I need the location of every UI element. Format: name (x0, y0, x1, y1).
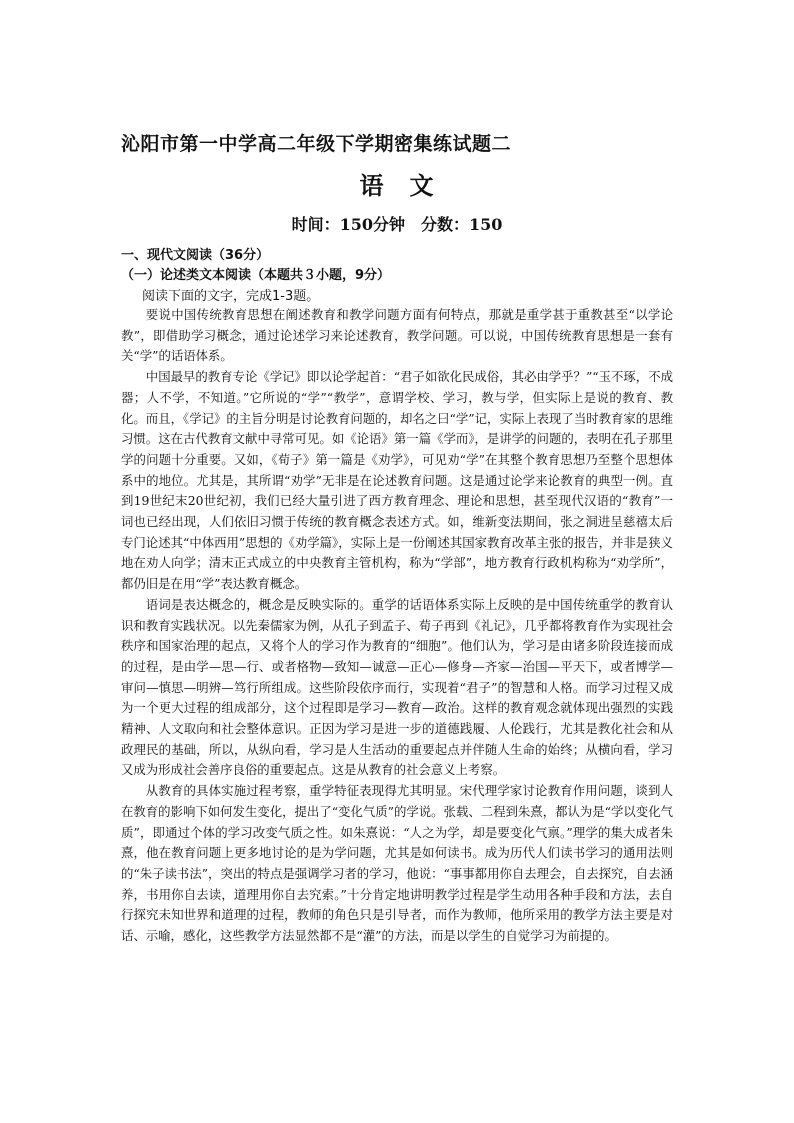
passage-paragraph: 从教育的具体实施过程考察，重学特征表现得尤其明显。宋代理学家讨论教育作用问题，谈到人在教育的影响下如何发生变化，提出了“变化气质”的学说。张载、二程到朱熹，都认为是“学以变化气质”，即通过个体的学习改变气质之性。如朱熹说：“人之为学，却是要变化气禀。”理学的集大成者朱熹，他在教育问题上更多地讨论的是为学问题，尤其是如何读书。成为历代人们读书学习的通用法则的“朱子读书法”，突出的特点是强调学习者的学习，他说：“事事都用你自去理会，自去探究，自去涵养，书用你自去读，道理用你自去究索。”十分肯定地讲明教学过程是学生动用各种手段和方法，去自行探究未知世界和道理的过程，教师的角色只是引导者，而作为教师，他所采用的教学方法主要是对话、示喻，感化，这些教学方法显然都不是“灌”的方法，而是以学生的自觉学习为前提的。 (121, 783, 673, 944)
reading-instruction: 阅读下面的文字，完成1-3题。 (142, 289, 320, 304)
exam-title: 沁阳市第一中学高二年级下学期密集练试题二 (121, 133, 512, 155)
passage-paragraph: 中国最早的教育专论《学记》即以论学起首：“君子如欲化民成俗，其必由学乎？”“玉不琢，不成器；人不学，不知道。”它所说的“学”“教学”，意谓学校、学习，教与学，但实际上是说的教育、教化。而且，《学记》的主旨分明是讨论教育问题的，却名之曰“学”记，实际上表现了当时教育家的思维习惯。这在古代教育文献中寻常可见。如《论语》第一篇《学而》，是讲学的问题的，表明在孔子那里学的问题十分重要。又如，《荀子》第一篇是《劝学》，可见劝“学”在其整个教育思想乃至整个思想体系中的地位。尤其是，其所谓“劝学”无非是在论述教育问题。这是通过论学来论教育的典型一例。直到19世纪末20世纪初，我们已经大量引进了西方教育理念、理论和思想，甚至现代汉语的“教育”一词也已经出现，人们依旧习惯于传统的教育概念表述方式。如，维新变法期间，张之洞进呈慈禧太后专门论述其“中体西用”思想的《劝学篇》，实际上是一份阐述其国家教育改革主张的报告，并非是狭义地在劝人向学；清末正式成立的中央教育主管机构，称为“学部”，地方教育行政机构称为“劝学所”，都仍旧是在用“学”表达教育概念。 (121, 369, 673, 592)
subject-title: 语 文 (359, 171, 435, 200)
reading-passage (121, 305, 673, 947)
passage-paragraph: 要说中国传统教育思想在阐述教育和教学问题方面有何特点，那就是重学甚于重教甚至“以学论教”，即借助学习概念，通过论述学习来论述教育，教学问题。可以说，中国传统教育思想是一套有关“学”的话语体系。 (121, 307, 673, 364)
section-heading: 一、现代文阅读（36分） (121, 248, 270, 263)
subsection-heading: （一）论述类文本阅读（本题共３小题，9分） (121, 268, 391, 283)
passage-paragraph: 语词是表达概念的，概念是反映实际的。重学的话语体系实际上反映的是中国传统重学的教育认识和教育实践状况。以先秦儒家为例，从孔子到孟子、荀子再到《礼记》，几乎都将教育作为实现社会秩序和国家治理的起点，又将个人的学习作为教育的“细胞”。他们认为，学习是由诸多阶段连接而成的过程，是由学—思—行、或者格物—致知—诚意—正心—修身—齐家—治国—平天下，或者博学—审问—慎思—明辨—笃行所组成。这些阶段依序而行，实现着“君子”的智慧和人格。而学习过程又成为一个更大过程的组成部分，这个过程即是学习—教育—政治。这样的教育观念就体现出强烈的实践精神、人文取向和社会整体意识。正因为学习是进一步的道德践履、人伦践行，尤其是教化社会和从政理民的基础，所以，从纵向看，学习是人生活动的重要起点并伴随人生命的始终；从横向看，学习又成为形成社会善序良俗的重要起点。这是从教育的社会意义上考察。 (121, 596, 673, 778)
exam-time-score: 时间：150分钟 分数：150 (291, 215, 503, 234)
